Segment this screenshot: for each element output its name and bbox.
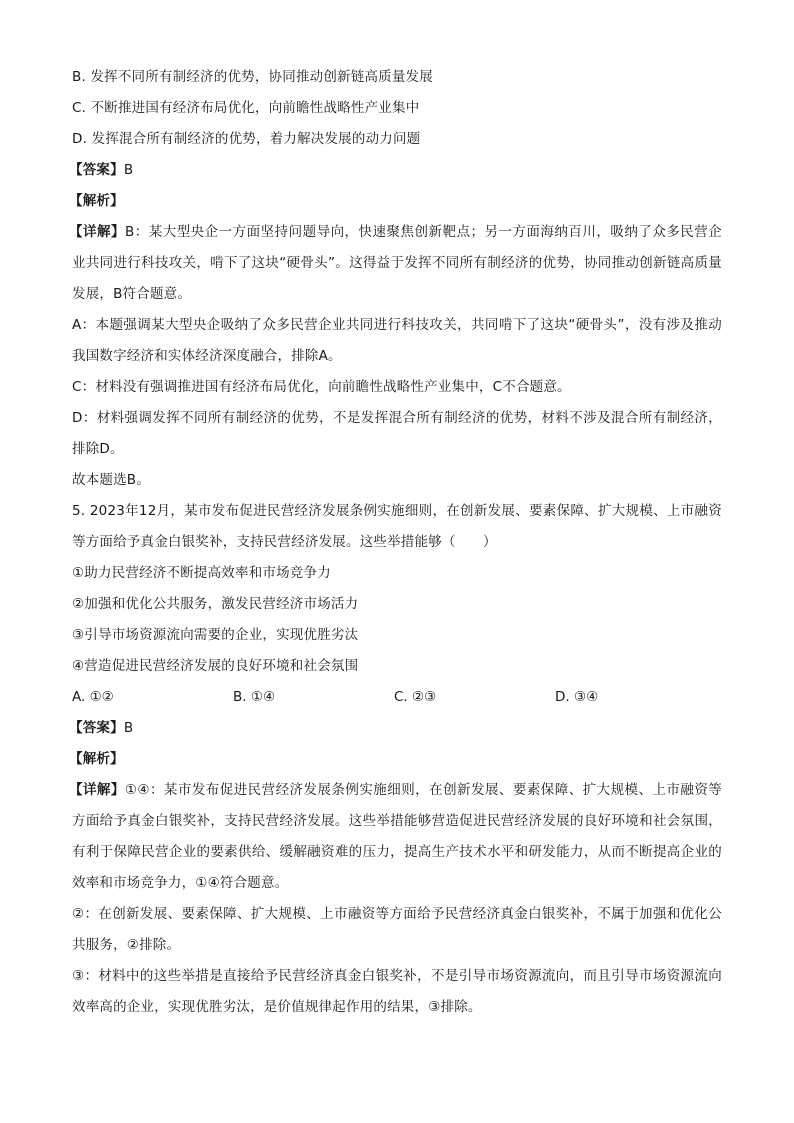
q5-answer-value: B	[123, 720, 134, 736]
q5-detail-tag: 【详解】	[69, 782, 125, 798]
q5-statement-2: ②加强和优化公共服务，激发民营经济市场活力	[72, 596, 359, 612]
q5-statement-4: ④营造促进民营经济发展的良好环境和社会氛围	[72, 658, 359, 674]
q4-option-d: D. 发挥混合所有制经济的优势，着力解决发展的动力问题	[72, 131, 421, 147]
q4-answer-tag: 【答案】	[69, 162, 124, 178]
q4-explanation-d: D：材料强调发挥不同所有制经济的优势，不是发挥混合所有制经济的优势，材料不涉及混合所有制经济，排除D。	[72, 410, 722, 457]
q5-stem: 5. 2023年12月，某市发布促进民营经济发展条例实施细则，在创新发展、要素保障、扩大规模、上市融资等方面给予真金白银奖补，支持民营经济发展。这些举措能够（ ）	[72, 503, 722, 550]
q4-option-b: B. 发挥不同所有制经济的优势，协同推动创新链高质量发展	[72, 69, 433, 85]
q4-detail-text: B：某大型央企一方面坚持问题导向，快速聚焦创新靶点；另一方面海纳百川，吸纳了众多民营企业共同进行科技攻关，啃下了这块“硬骨头”。这得益于发挥不同所有制经济的优势，协同推动创新链高质量发展，B符合题意。	[72, 224, 722, 302]
q5-explanation-3: ③：材料中的这些举措是直接给予民营经济真金白银奖补，不是引导市场资源流向，而且引导市场资源流向效率高的企业，实现优胜劣汰，是价值规律起作用的结果，③排除。	[72, 968, 722, 1015]
q5-detail-text: ①④：某市发布促进民营经济发展条例实施细则，在创新发展、要素保障、扩大规模、上市融资等方面给予真金白银奖补，支持民营经济发展。这些举措能够营造促进民营经济发展的良好环境和社会氛围，有利于保障民营企业的要素供给、缓解融资难的压力，提高生产技术水平和研发能力，从而不断提高企业的效率和市场竞争力，①④符合题意。	[72, 782, 722, 891]
q4-answer	[69, 155, 722, 186]
q5-statement-3: ③引导市场资源流向需要的企业，实现优胜劣汰	[72, 627, 359, 643]
document-page	[69, 62, 722, 1023]
q4-analysis-tag: 【解析】	[69, 193, 124, 209]
q4-explanation-a: A：本题强调某大型央企吸纳了众多民营企业共同进行科技攻关，共同啃下了这块“硬骨头”，没有涉及推动我国数字经济和实体经济深度融合，排除A。	[72, 317, 722, 364]
q5-detail	[69, 775, 722, 899]
q5-choice-b: B. ①④	[233, 689, 276, 705]
q4-detail-tag: 【详解】	[69, 224, 125, 240]
q4-detail	[69, 217, 722, 310]
q5-answer	[69, 713, 722, 744]
q4-analysis-heading	[69, 186, 722, 217]
q4-option-c: C. 不断推进国有经济布局优化，向前瞻性战略性产业集中	[72, 100, 420, 116]
q4-conclusion: 故本题选B。	[72, 472, 150, 488]
q5-analysis-tag: 【解析】	[69, 751, 124, 767]
q5-answer-tag: 【答案】	[69, 720, 124, 736]
q5-explanation-2: ②：在创新发展、要素保障、扩大规模、上市融资等方面给予民营经济真金白银奖补，不属于加强和优化公共服务，②排除。	[72, 906, 722, 953]
q4-explanation-c: C：材料没有强调推进国有经济布局优化，向前瞻性战略性产业集中，C不合题意。	[72, 379, 571, 395]
q5-choice-d: D. ③④	[555, 689, 599, 705]
q5-statement-1: ①助力民营经济不断提高效率和市场竞争力	[72, 565, 331, 581]
q5-analysis-heading	[69, 744, 722, 775]
q4-answer-value: B	[123, 162, 134, 178]
q5-choices	[72, 682, 722, 713]
q5-choice-c: C. ②③	[394, 689, 437, 705]
q5-choice-a: A. ①②	[72, 689, 114, 705]
